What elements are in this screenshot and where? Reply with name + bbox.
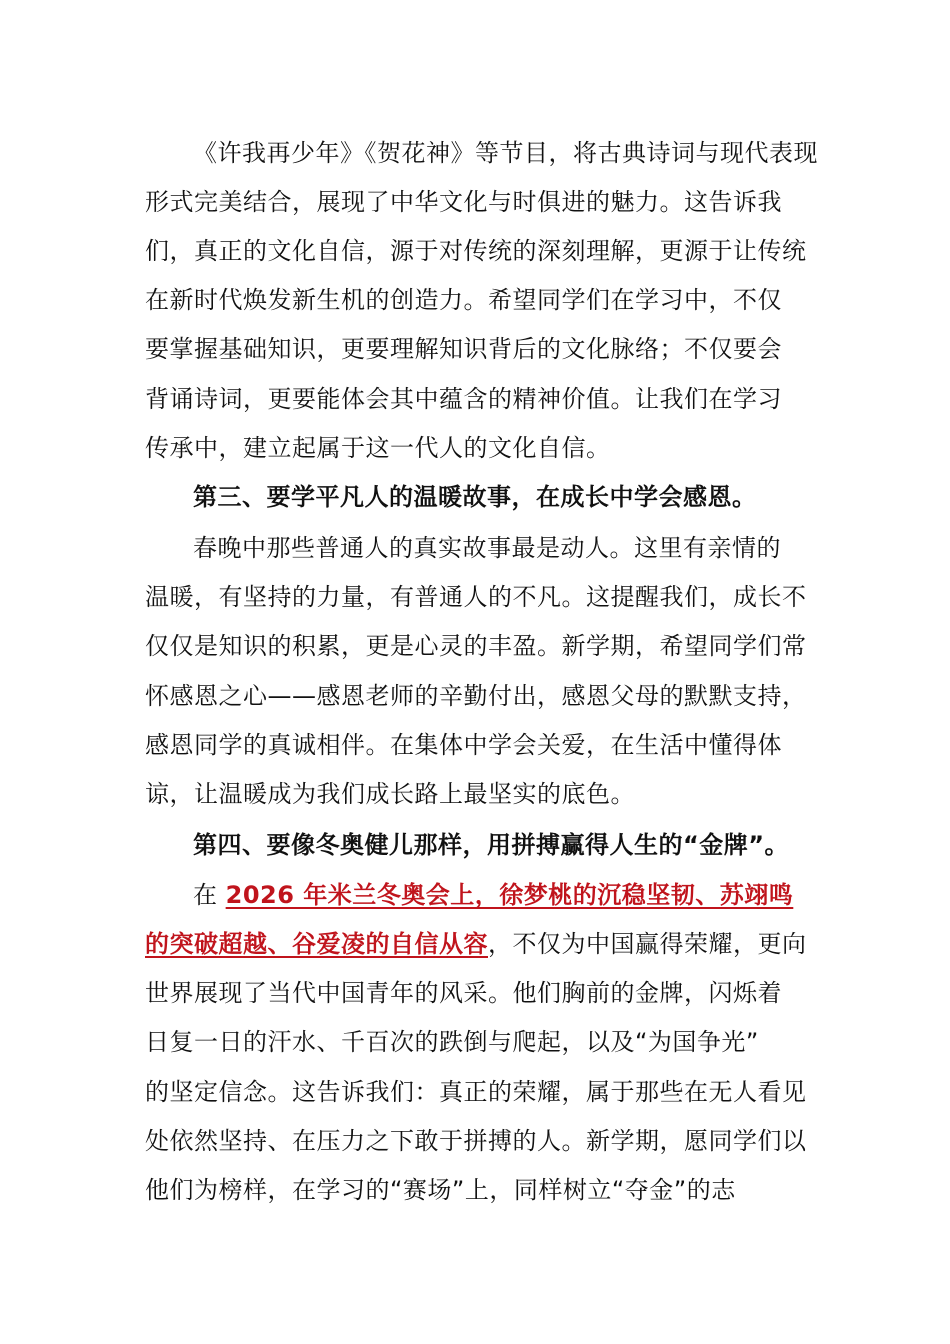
paragraph-line: 《许我再少年》《贺花神》等节目，将古典诗词与现代表现 [193,139,818,167]
paragraph-line [145,929,825,959]
paragraph-line: 春晚中那些普通人的真实故事最是动人。这里有亲情的 [193,534,781,562]
paragraph-line [193,880,873,910]
paragraph-line: 怀感恩之心——感恩老师的辛勤付出，感恩父母的默默支持， [145,682,807,710]
section-heading-4: 第四、要像冬奥健儿那样，用拼搏赢得人生的“金牌”。 [193,831,790,859]
paragraph-line: 处依然坚持、在压力之下敢于拼搏的人。新学期，愿同学们以 [145,1127,807,1155]
section-heading-3: 第三、要学平凡人的温暖故事，在成长中学会感恩。 [193,483,757,511]
paragraph-line: 要掌握基础知识，更要理解知识背后的文化脉络；不仅要会 [145,335,782,363]
paragraph-line: 日复一日的汗水、千百次的跌倒与爬起，以及“为国争光” [145,1028,759,1056]
highlighted-text: 的突破超越、谷爱凌的自信从容 [145,930,488,958]
paragraph-line: 仅仅是知识的积累，更是心灵的丰盈。新学期，希望同学们常 [145,632,807,660]
paragraph-line: 背诵诗词，更要能体会其中蕴含的精神价值。让我们在学习 [145,385,782,413]
paragraph-line: 在新时代焕发新生机的创造力。希望同学们在学习中，不仅 [145,286,782,314]
paragraph-line: 世界展现了当代中国青年的风采。他们胸前的金牌，闪烁着 [145,979,782,1007]
paragraph-line: 们，真正的文化自信，源于对传统的深刻理解，更源于让传统 [145,237,807,265]
paragraph-line: 他们为榜样，在学习的“赛场”上，同样树立“夺金”的志 [145,1176,736,1204]
paragraph-line: 谅，让温暖成为我们成长路上最坚实的底色。 [145,780,635,808]
paragraph-line: 的坚定信念。这告诉我们：真正的荣耀，属于那些在无人看见 [145,1078,807,1106]
line-suffix: ，不仅为中国赢得荣耀，更向 [488,930,807,958]
paragraph-line: 感恩同学的真诚相伴。在集体中学会关爱，在生活中懂得体 [145,731,782,759]
paragraph-line: 传承中，建立起属于这一代人的文化自信。 [145,434,611,462]
paragraph-line: 形式完美结合，展现了中华文化与时俱进的魅力。这告诉我 [145,188,782,216]
line-prefix: 在 [193,881,226,909]
highlighted-text: 2026 年米兰冬奥会上，徐梦桃的沉稳坚韧、苏翊鸣 [225,881,794,909]
paragraph-line: 温暖，有坚持的力量，有普通人的不凡。这提醒我们，成长不 [145,583,807,611]
